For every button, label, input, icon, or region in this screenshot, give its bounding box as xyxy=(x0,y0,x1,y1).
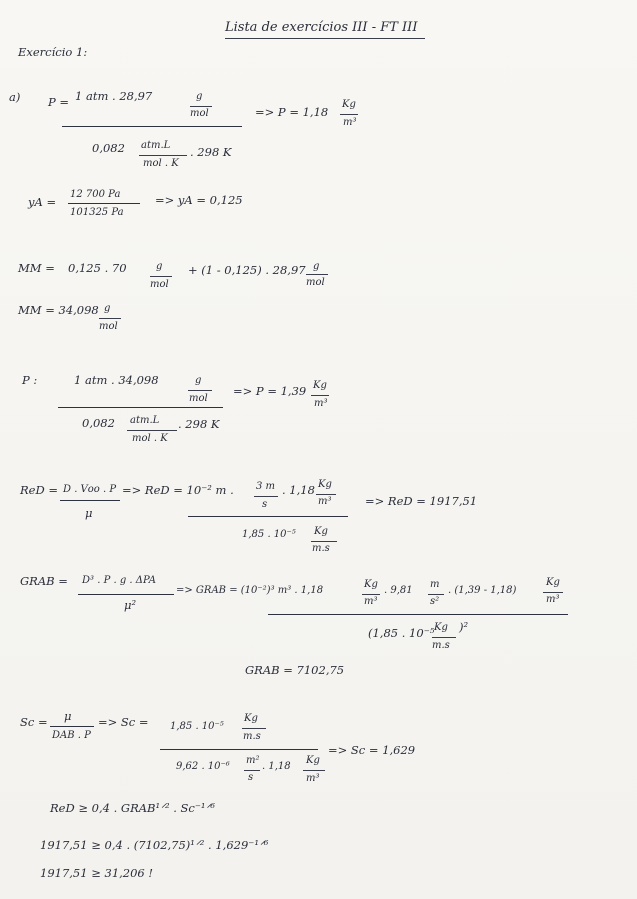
sc-den-val: 9,62 . 10⁻⁶ xyxy=(176,761,230,772)
mm1-unit-a-bottom: mol xyxy=(150,279,169,290)
mm1-unit-a-top: g xyxy=(156,261,163,272)
re-denominator: μ xyxy=(85,506,93,520)
rho2-den-temp: . 298 K xyxy=(178,417,220,431)
grab-den-val: (1,85 . 10⁻⁵ xyxy=(368,626,435,640)
rho1-den-temp: . 298 K xyxy=(190,145,232,159)
re-lhs: ReD = xyxy=(20,483,58,497)
mm2-unit-top: g xyxy=(104,303,111,314)
mm2-unit-bottom: mol xyxy=(99,321,118,332)
mm1-unit-b-top: g xyxy=(313,261,320,272)
grab-u3-top: Kg xyxy=(546,577,560,588)
sc-num-val: 1,85 . 10⁻⁵ xyxy=(170,721,224,732)
rho2-num-unit-top: g xyxy=(195,375,202,386)
rho2-numerator: 1 atm . 34,098 xyxy=(74,373,159,387)
rho1-den-unit-bottom: mol . K xyxy=(143,158,179,169)
mm1-lhs: MM = xyxy=(18,261,55,275)
re-vel-bottom: s xyxy=(262,499,268,510)
re-rho-unit-top: Kg xyxy=(318,479,332,490)
rho1-numerator: 1 atm . 28,97 xyxy=(75,89,153,103)
re-den-unit-top: Kg xyxy=(314,526,328,537)
grab-result: GRAB = 7102,75 xyxy=(245,663,345,677)
grab-den-unit-bar xyxy=(432,637,456,638)
grab-fraction-bar xyxy=(78,594,174,595)
sc-denominator: DAB . P xyxy=(52,730,91,741)
rho1-result-unit-bar xyxy=(340,114,358,115)
re-fraction-bar xyxy=(60,500,120,501)
rho1-den-unit-bar xyxy=(139,155,187,156)
sc-den-unit-bar xyxy=(244,770,260,771)
rho2-result-unit-bar xyxy=(311,395,329,396)
rho1-num-unit-bar xyxy=(190,106,212,107)
grab-numerator: D³ . P . g . ΔPA xyxy=(82,575,157,586)
rho1-lhs: P = xyxy=(48,95,70,109)
exercise-heading: Exercício 1: xyxy=(18,45,88,59)
mm2-unit-bar xyxy=(99,318,121,319)
sc-den-unit-top: m² xyxy=(246,755,260,766)
rho2-lhs: P : xyxy=(22,373,38,387)
ya-denominator: 101325 Pa xyxy=(70,207,124,218)
grab-u1-bottom: m³ xyxy=(364,596,378,607)
sc-den-rho-top: Kg xyxy=(306,755,320,766)
rho1-fraction-bar xyxy=(62,126,242,127)
rho2-result-unit-bottom: m³ xyxy=(314,398,328,409)
rho2-denominator: 0,082 xyxy=(82,416,115,430)
re-rho-val: . 1,18 xyxy=(282,483,315,497)
re-den-val: 1,85 . 10⁻⁵ xyxy=(242,529,296,540)
sc-result: => Sc = 1,629 xyxy=(328,743,416,757)
rho1-result-unit-bottom: m³ xyxy=(343,117,357,128)
sc-num-unit-bar xyxy=(242,728,266,729)
sc-fraction-bar xyxy=(50,726,94,727)
re-main-fraction-bar xyxy=(188,516,348,517)
re-vel-bar xyxy=(254,496,278,497)
final-line-1: ReD ≥ 0,4 . GRAB¹ᐟ² . Sc⁻¹ᐟ⁶ xyxy=(50,801,216,815)
grab-u2-bottom: s² xyxy=(430,596,440,607)
sc-mid: => Sc = xyxy=(98,715,149,729)
re-den-unit-bottom: m.s xyxy=(312,543,330,554)
rho2-den-unit-top: atm.L xyxy=(130,415,160,426)
title-underline xyxy=(225,38,425,39)
grab-u1-bar xyxy=(362,594,380,595)
rho2-result: => P = 1,39 xyxy=(233,384,307,398)
grab-mid: => GRAB = (10⁻²)³ m³ . 1,18 xyxy=(176,585,324,596)
rho2-result-unit-top: Kg xyxy=(313,380,327,391)
ya-numerator: 12 700 Pa xyxy=(70,189,121,200)
grab-g-val: . 9,81 xyxy=(384,585,413,596)
mm1-expr-b: + (1 - 0,125) . 28,97 xyxy=(188,263,306,277)
part-label: a) xyxy=(9,90,21,104)
grab-u2-top: m xyxy=(430,579,440,590)
grab-lhs: GRAB = xyxy=(20,574,68,588)
page-title: Lista de exercícios III - FT III xyxy=(225,20,418,35)
re-vel-top: 3 m xyxy=(256,481,276,492)
rho2-num-unit-bottom: mol xyxy=(189,393,208,404)
sc-den-rho: . 1,18 xyxy=(262,761,291,772)
re-numerator: D . Vоо . P xyxy=(63,484,117,495)
final-line-2: 1917,51 ≥ 0,4 . (7102,75)¹ᐟ² . 1,629⁻¹ᐟ⁶ xyxy=(40,838,269,852)
re-mid: => ReD = 10⁻² m . xyxy=(122,483,234,497)
re-den-unit-bar xyxy=(311,541,337,542)
grab-den-unit-bottom: m.s xyxy=(432,640,450,651)
re-rho-unit-bottom: m³ xyxy=(318,496,332,507)
sc-numerator: μ xyxy=(64,709,72,723)
sc-num-unit-top: Kg xyxy=(244,713,258,724)
grab-denominator: μ² xyxy=(124,598,137,612)
re-rho-unit-bar xyxy=(316,494,336,495)
rho1-num-unit-top: g xyxy=(196,91,203,102)
rho1-den-unit-top: atm.L xyxy=(141,140,171,151)
final-line-3: 1917,51 ≥ 31,206 ! xyxy=(40,866,154,880)
grab-u3-bar xyxy=(543,592,563,593)
grab-den-unit-top: Kg xyxy=(434,622,448,633)
grab-u2-bar xyxy=(428,594,444,595)
sc-lhs: Sc = xyxy=(20,715,48,729)
rho2-num-unit-bar xyxy=(188,390,212,391)
grab-den-close: )² xyxy=(459,620,469,634)
sc-den-rho-bottom: m³ xyxy=(306,773,320,784)
mm1-unit-b-bottom: mol xyxy=(306,277,325,288)
rho1-num-unit-bottom: mol xyxy=(190,108,209,119)
grab-u3-bottom: m³ xyxy=(546,594,560,605)
mm1-unit-a-bar xyxy=(150,276,172,277)
grab-main-fraction-bar xyxy=(268,614,568,615)
mm1-expr-a: 0,125 . 70 xyxy=(68,261,127,275)
mm1-unit-b-bar xyxy=(306,274,328,275)
mm2-lhs: MM = 34,098 xyxy=(18,303,99,317)
ya-result: => yA = 0,125 xyxy=(155,193,243,207)
rho2-den-unit-bar xyxy=(127,430,177,431)
rho1-result: => P = 1,18 xyxy=(255,105,329,119)
grab-u1-top: Kg xyxy=(364,579,378,590)
rho1-denominator: 0,082 xyxy=(92,141,125,155)
ya-lhs: yA = xyxy=(28,195,57,209)
grab-dp-val: . (1,39 - 1,18) xyxy=(448,585,517,596)
rho2-fraction-bar xyxy=(58,407,223,408)
sc-num-unit-bottom: m.s xyxy=(243,731,261,742)
sc-main-fraction-bar xyxy=(160,749,318,750)
ya-fraction-bar xyxy=(68,203,140,204)
sc-den-rho-bar xyxy=(303,770,325,771)
rho2-den-unit-bottom: mol . K xyxy=(132,433,168,444)
sc-den-unit-bottom: s xyxy=(248,772,254,783)
rho1-result-unit-top: Kg xyxy=(342,99,356,110)
re-result: => ReD = 1917,51 xyxy=(365,494,478,508)
